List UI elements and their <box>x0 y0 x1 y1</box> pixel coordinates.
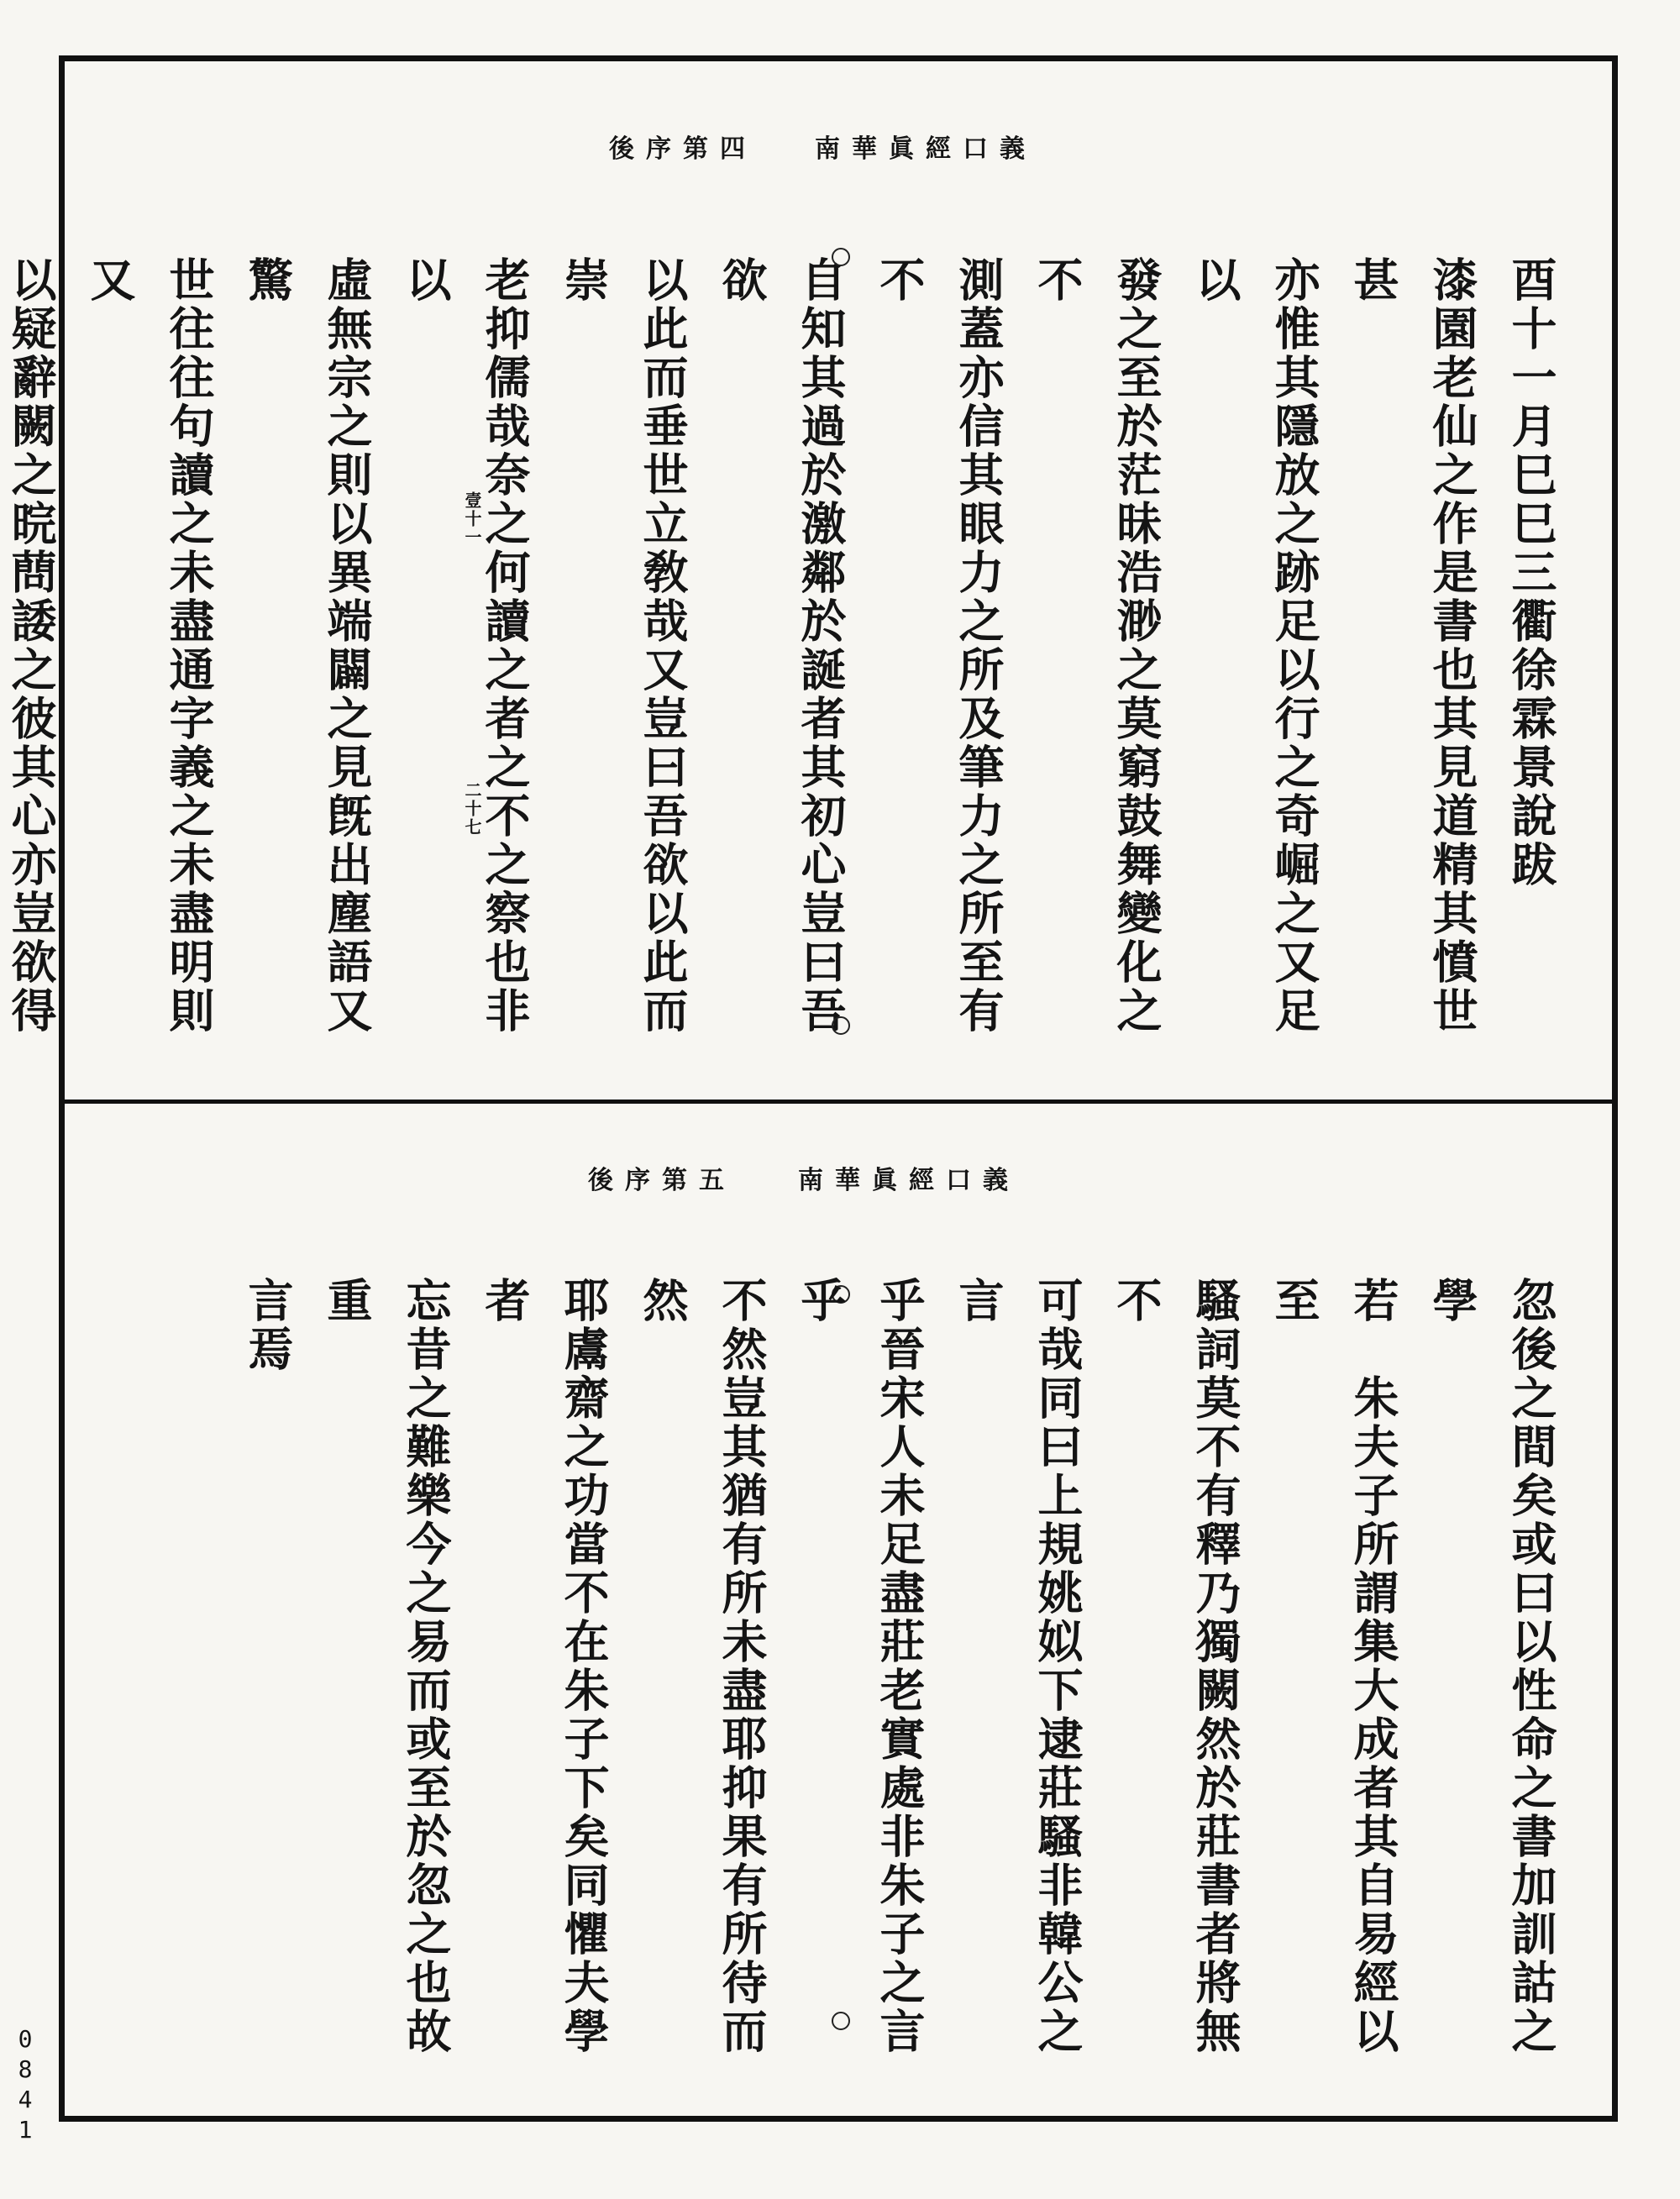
text-column: 世往往句讀之未盡通字義之未盡明則又 <box>83 256 216 1036</box>
bottom-header-section: 後序第五 <box>588 1166 736 1195</box>
text-column: 自知其過於激鄰於誕者其初心豈曰吾欲 <box>715 256 848 1036</box>
top-text-block <box>0 256 1571 1063</box>
text-column: 若 朱夫子所謂集大成者其自易經以至 <box>1268 1277 1400 2056</box>
text-column: 發之至於茫昧浩渺之莫窮鼓舞變化之不 <box>1031 256 1163 1036</box>
text-column: 忘昔之難樂今之易而或至於忽之也故重 <box>320 1277 453 2056</box>
page-number: 0841 <box>18 2025 33 2144</box>
binding-circle <box>832 1016 850 1035</box>
text-column: 忽後之間矣或曰以性命之書加訓詁之學 <box>1425 1277 1558 2056</box>
text-column: 耶鬳齋之功當不在朱子下矣同懼夫學者 <box>478 1277 611 2056</box>
text-column: 漆園老仙之作是書也其見道精其憤世甚 <box>1347 256 1479 1036</box>
text-column: 不然豈其猶有所未盡耶抑果有所待而然 <box>636 1277 769 2056</box>
text-column: 乎晉宋人未足盡莊老實處非朱子之言乎 <box>794 1277 927 2056</box>
text-column: 以此而垂世立敎哉又豈曰吾欲以此而崇 <box>557 256 690 1036</box>
top-header-section: 後序第四 <box>609 134 757 164</box>
margin-note-b: 二十七 <box>462 781 482 837</box>
margin-note-a: 壹十一 <box>462 491 482 547</box>
bottom-header-title: 南華眞經口義 <box>798 1166 1020 1195</box>
top-header-title: 南華眞經口義 <box>815 134 1037 164</box>
text-column: 騷詞莫不有釋乃獨闕然於莊書者將無不 <box>1110 1277 1242 2056</box>
text-column: 測蓋亦信其眼力之所及筆力之所至有不 <box>873 256 1005 1036</box>
text-column: 亦惟其隱放之跡足以行之奇崛之又足以 <box>1189 256 1321 1036</box>
bottom-text-block <box>228 1277 1571 2066</box>
text-column: 以疑辭闕之晥蔄諉之彼其心亦豈欲得 <box>4 256 58 1036</box>
page-divider <box>65 1100 1612 1104</box>
text-column: 言焉 <box>241 1277 295 1374</box>
text-column: 老抑儒哉奈之何讀之者之不之察也非以 <box>399 256 532 1036</box>
binding-circle <box>832 248 850 266</box>
text-column: 可哉同曰上規姚姒下逮莊騷非韓公之言 <box>952 1277 1084 2056</box>
text-column: 虛無宗之則以異端闢之見旣出塵語又驚 <box>241 256 374 1036</box>
text-column: 酉十一月巳巳三衢徐霖景說跋 <box>1504 256 1558 890</box>
